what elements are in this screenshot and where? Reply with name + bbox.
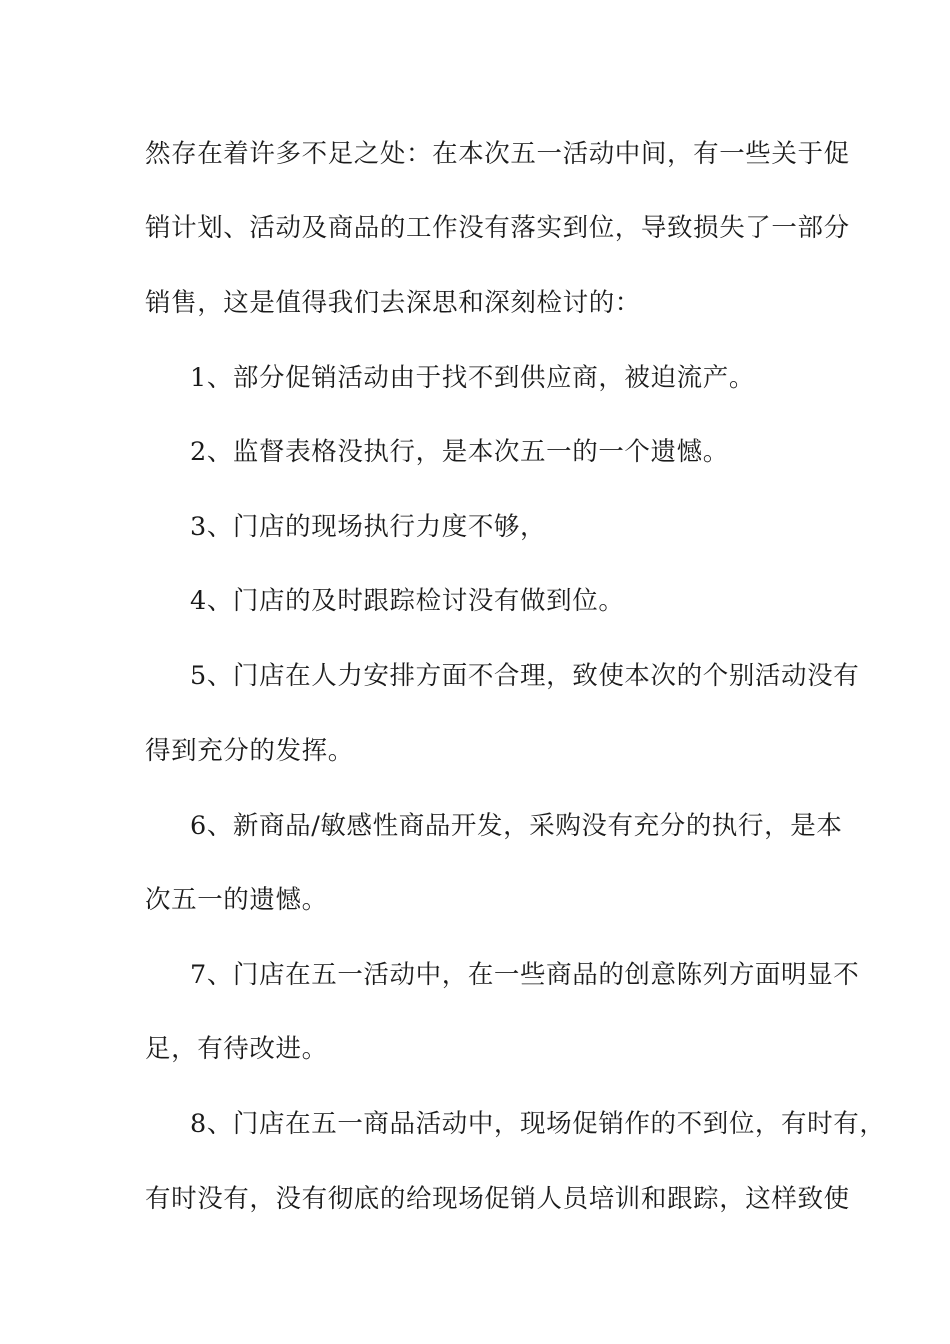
text-line: 销售，这是值得我们去深思和深刻检讨的： bbox=[145, 288, 641, 318]
list-item-7: 7、门店在五一活动中，在一些商品的创意陈列方面明显不 bbox=[190, 960, 860, 990]
list-item-1: 1、部分促销活动由于找不到供应商，被迫流产。 bbox=[190, 363, 755, 393]
list-item-3: 3、门店的现场执行力度不够， bbox=[190, 512, 547, 542]
list-item-8: 8、门店在五一商品活动中，现场促销作的不到位，有时有， bbox=[190, 1109, 886, 1139]
text-line: 销计划、活动及商品的工作没有落实到位，导致损失了一部分 bbox=[145, 213, 850, 243]
list-item-5-continued: 得到充分的发挥。 bbox=[145, 736, 354, 766]
list-item-5: 5、门店在人力安排方面不合理，致使本次的个别活动没有 bbox=[190, 661, 860, 691]
text-line: 然存在着许多不足之处：在本次五一活动中间，有一些关于促 bbox=[145, 139, 850, 169]
list-item-6-continued: 次五一的遗憾。 bbox=[145, 885, 328, 915]
list-item-7-continued: 足，有待改进。 bbox=[145, 1034, 328, 1064]
list-item-6: 6、新商品/敏感性商品开发，采购没有充分的执行，是本 bbox=[190, 811, 843, 841]
list-item-2: 2、监督表格没执行，是本次五一的一个遗憾。 bbox=[190, 437, 729, 467]
list-item-8-continued: 有时没有，没有彻底的给现场促销人员培训和跟踪，这样致使 bbox=[145, 1184, 850, 1214]
list-item-4: 4、门店的及时跟踪检讨没有做到位。 bbox=[190, 586, 625, 616]
